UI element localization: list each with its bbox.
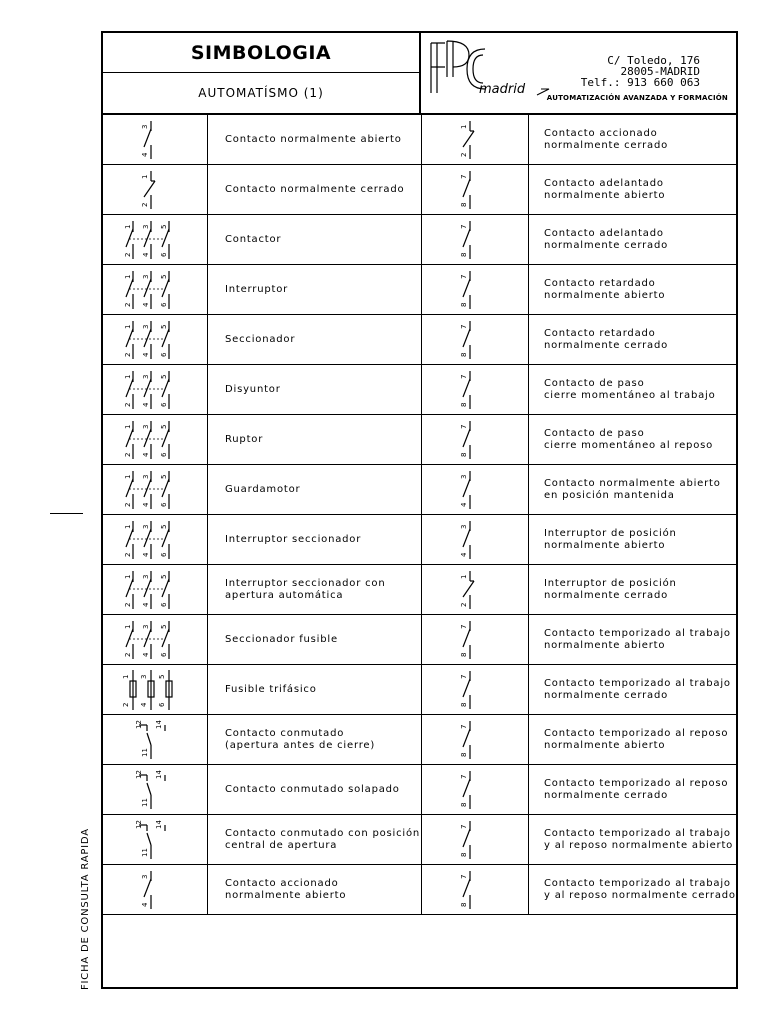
svg-text:3: 3 — [142, 474, 150, 479]
svg-text:2: 2 — [124, 652, 132, 657]
symbol-row — [103, 115, 736, 165]
symbol-label: Interruptor — [225, 283, 289, 295]
svg-text:6: 6 — [160, 252, 168, 257]
symbol-label: Contacto de paso cierre momentáneo al trabajo — [544, 377, 716, 401]
symbol-row — [103, 365, 736, 415]
svg-text:8: 8 — [460, 252, 468, 257]
svg-text:7: 7 — [460, 424, 468, 429]
svg-text:4: 4 — [140, 702, 148, 707]
symbol-label: Contacto temporizado al reposo normalmente cerrado — [544, 777, 729, 801]
symbol-label: Contacto conmutado con posición central de apertura — [225, 827, 421, 851]
svg-text:8: 8 — [460, 702, 468, 707]
svg-text:7: 7 — [460, 774, 468, 779]
timed-rest-no-symbol-icon — [422, 715, 528, 764]
symbol-label: Contacto accionado normalmente abierto — [225, 877, 347, 901]
svg-text:4: 4 — [142, 452, 150, 457]
svg-text:3: 3 — [142, 574, 150, 579]
svg-text:14: 14 — [155, 770, 163, 779]
symbol-label: Contacto de paso cierre momentáneo al reposo — [544, 427, 714, 451]
svg-text:4: 4 — [460, 552, 468, 557]
symbol-label: Contacto adelantado normalmente abierto — [544, 177, 666, 201]
svg-text:1: 1 — [124, 324, 132, 329]
symbol-row — [103, 215, 736, 265]
changeover-symbol-icon — [103, 715, 207, 764]
timed-work-no-symbol-icon — [422, 615, 528, 664]
svg-text:8: 8 — [460, 652, 468, 657]
guardamotor-symbol-icon — [103, 465, 207, 514]
symbol-row — [103, 665, 736, 715]
symbol-label: Guardamotor — [225, 483, 301, 495]
fuse-disconnector-symbol-icon — [103, 615, 207, 664]
symbol-label: Contacto temporizado al trabajo y al reposo normalmente abierto — [544, 827, 734, 851]
interruptor-symbol-icon — [103, 265, 207, 314]
svg-text:1: 1 — [460, 124, 468, 129]
symbol-label: Contacto temporizado al reposo normalmente abierto — [544, 727, 729, 751]
svg-text:1: 1 — [124, 474, 132, 479]
symbol-label: Seccionador — [225, 333, 296, 345]
svg-text:3: 3 — [460, 474, 468, 479]
svg-text:7: 7 — [460, 624, 468, 629]
timed-work-nc-symbol-icon — [422, 665, 528, 714]
svg-text:5: 5 — [160, 574, 168, 579]
symbol-row — [103, 315, 736, 365]
svg-text:4: 4 — [142, 252, 150, 257]
svg-text:5: 5 — [158, 674, 166, 679]
company-logo — [425, 37, 555, 97]
svg-text:3: 3 — [141, 874, 149, 879]
symbol-row — [103, 815, 736, 865]
svg-text:2: 2 — [124, 502, 132, 507]
symbol-row — [103, 265, 736, 315]
svg-text:5: 5 — [160, 424, 168, 429]
svg-text:3: 3 — [142, 224, 150, 229]
pass-work-symbol-icon — [422, 365, 528, 414]
svg-text:1: 1 — [124, 374, 132, 379]
logo-text: madrid — [479, 82, 526, 97]
svg-text:6: 6 — [160, 602, 168, 607]
symbol-label: Contacto adelantado normalmente cerrado — [544, 227, 669, 251]
svg-text:11: 11 — [141, 748, 149, 757]
svg-text:14: 14 — [155, 820, 163, 829]
svg-text:8: 8 — [460, 402, 468, 407]
timed-rest-nc-symbol-icon — [422, 765, 528, 814]
svg-text:14: 14 — [155, 720, 163, 729]
symbol-label: Interruptor de posición normalmente cerrado — [544, 577, 677, 601]
svg-text:8: 8 — [460, 302, 468, 307]
svg-text:5: 5 — [160, 624, 168, 629]
symbol-label: Contacto retardado normalmente cerrado — [544, 327, 669, 351]
svg-text:2: 2 — [124, 402, 132, 407]
symbol-row — [103, 715, 736, 765]
svg-text:8: 8 — [460, 352, 468, 357]
symbol-row — [103, 615, 736, 665]
pass-rest-symbol-icon — [422, 415, 528, 464]
fuse-3ph-symbol-icon — [103, 665, 207, 714]
symbol-row — [103, 465, 736, 515]
svg-text:4: 4 — [142, 502, 150, 507]
maintained-no-symbol-icon — [422, 465, 528, 514]
svg-text:3: 3 — [142, 374, 150, 379]
company-address — [581, 55, 700, 88]
address-street: C/ Toledo, 176 — [607, 54, 700, 67]
disyuntor-symbol-icon — [103, 365, 207, 414]
svg-text:2: 2 — [460, 152, 468, 157]
symbol-label: Interruptor seccionador con apertura automática — [225, 577, 386, 601]
svg-text:7: 7 — [460, 274, 468, 279]
svg-text:1: 1 — [124, 624, 132, 629]
svg-text:8: 8 — [460, 852, 468, 857]
nc-actuated-symbol-icon — [422, 115, 528, 164]
svg-text:2: 2 — [124, 302, 132, 307]
symbol-label: Disyuntor — [225, 383, 281, 395]
svg-text:4: 4 — [460, 502, 468, 507]
svg-text:7: 7 — [460, 174, 468, 179]
company-block — [421, 33, 736, 113]
symbol-label: Contacto normalmente cerrado — [225, 183, 405, 195]
switch-disconnector-auto-symbol-icon — [103, 565, 207, 614]
svg-text:1: 1 — [124, 224, 132, 229]
svg-text:8: 8 — [460, 202, 468, 207]
delayed-no-symbol-icon — [422, 265, 528, 314]
symbol-label: Contacto normalmente abierto — [225, 133, 402, 145]
symbol-label: Fusible trifásico — [225, 683, 317, 695]
svg-text:3: 3 — [142, 524, 150, 529]
svg-text:6: 6 — [160, 652, 168, 657]
svg-text:7: 7 — [460, 324, 468, 329]
seccionador-symbol-icon — [103, 315, 207, 364]
svg-text:1: 1 — [124, 424, 132, 429]
svg-text:2: 2 — [141, 202, 149, 207]
position-no-symbol-icon — [422, 515, 528, 564]
svg-text:5: 5 — [160, 524, 168, 529]
svg-text:2: 2 — [460, 602, 468, 607]
svg-text:5: 5 — [160, 474, 168, 479]
contactor-symbol-icon — [103, 215, 207, 264]
symbol-label: Contacto retardado normalmente abierto — [544, 277, 666, 301]
svg-text:7: 7 — [460, 724, 468, 729]
svg-text:7: 7 — [460, 674, 468, 679]
symbol-label: Contacto temporizado al trabajo normalmente cerrado — [544, 677, 731, 701]
svg-text:3: 3 — [141, 124, 149, 129]
symbol-label: Interruptor seccionador — [225, 533, 362, 545]
svg-text:5: 5 — [160, 374, 168, 379]
svg-text:3: 3 — [140, 674, 148, 679]
symbol-row — [103, 515, 736, 565]
svg-text:8: 8 — [460, 902, 468, 907]
svg-text:8: 8 — [460, 802, 468, 807]
delayed-nc-symbol-icon — [422, 315, 528, 364]
svg-text:6: 6 — [160, 552, 168, 557]
svg-text:2: 2 — [124, 452, 132, 457]
svg-text:7: 7 — [460, 224, 468, 229]
svg-text:5: 5 — [160, 224, 168, 229]
page-title: SIMBOLOGIA — [103, 33, 419, 73]
svg-text:2: 2 — [124, 552, 132, 557]
header-title-block — [103, 33, 421, 113]
svg-text:6: 6 — [160, 352, 168, 357]
svg-text:4: 4 — [142, 302, 150, 307]
symbol-label: Contacto temporizado al trabajo normalmente abierto — [544, 627, 731, 651]
svg-text:6: 6 — [160, 302, 168, 307]
svg-text:4: 4 — [142, 402, 150, 407]
symbol-row — [103, 765, 736, 815]
early-no-symbol-icon — [422, 165, 528, 214]
svg-text:2: 2 — [122, 702, 130, 707]
svg-text:3: 3 — [460, 524, 468, 529]
svg-text:4: 4 — [142, 552, 150, 557]
side-label: FICHA DE CONSULTA RAPIDA — [80, 828, 91, 990]
svg-text:8: 8 — [460, 452, 468, 457]
svg-text:2: 2 — [124, 352, 132, 357]
timed-both-no-symbol-icon — [422, 815, 528, 864]
svg-text:4: 4 — [141, 902, 149, 907]
svg-text:7: 7 — [460, 824, 468, 829]
symbol-label: Contacto accionado normalmente cerrado — [544, 127, 669, 151]
svg-text:4: 4 — [142, 652, 150, 657]
svg-text:1: 1 — [124, 274, 132, 279]
symbol-label: Contactor — [225, 233, 282, 245]
svg-text:3: 3 — [142, 274, 150, 279]
svg-text:6: 6 — [158, 702, 166, 707]
svg-text:3: 3 — [142, 424, 150, 429]
svg-text:12: 12 — [135, 720, 143, 729]
position-nc-symbol-icon — [422, 565, 528, 614]
svg-text:7: 7 — [460, 374, 468, 379]
address-phone: Telf.: 913 660 063 — [580, 76, 700, 89]
switch-disconnector-symbol-icon — [103, 515, 207, 564]
timed-both-nc-symbol-icon — [422, 865, 528, 914]
symbol-label: Contacto normalmente abierto en posición mantenida — [544, 477, 721, 501]
svg-text:5: 5 — [160, 324, 168, 329]
early-nc-symbol-icon — [422, 215, 528, 264]
changeover-center-symbol-icon — [103, 815, 207, 864]
svg-text:6: 6 — [160, 452, 168, 457]
margin-mark — [50, 513, 83, 514]
svg-text:11: 11 — [141, 848, 149, 857]
svg-text:4: 4 — [142, 602, 150, 607]
svg-text:2: 2 — [124, 252, 132, 257]
svg-text:7: 7 — [460, 874, 468, 879]
svg-text:1: 1 — [460, 574, 468, 579]
svg-text:8: 8 — [460, 752, 468, 757]
symbol-label: Ruptor — [225, 433, 264, 445]
symbol-label: Contacto conmutado (apertura antes de cierre) — [225, 727, 376, 751]
svg-text:3: 3 — [142, 324, 150, 329]
svg-text:4: 4 — [141, 152, 149, 157]
no-actuated-symbol-icon — [103, 865, 207, 914]
svg-text:1: 1 — [124, 524, 132, 529]
symbol-label: Contacto temporizado al trabajo y al reposo normalmente cerrado — [544, 877, 736, 901]
symbol-row — [103, 565, 736, 615]
no-contact-symbol-icon — [103, 115, 207, 164]
svg-text:6: 6 — [160, 402, 168, 407]
svg-text:2: 2 — [124, 602, 132, 607]
symbol-label: Seccionador fusible — [225, 633, 338, 645]
svg-text:12: 12 — [135, 820, 143, 829]
svg-text:1: 1 — [124, 574, 132, 579]
symbol-sheet — [101, 31, 738, 989]
symbol-row — [103, 865, 736, 915]
symbol-row — [103, 415, 736, 465]
svg-text:11: 11 — [141, 798, 149, 807]
svg-text:3: 3 — [142, 624, 150, 629]
symbol-label: Interruptor de posición normalmente abierto — [544, 527, 677, 551]
svg-text:12: 12 — [135, 770, 143, 779]
changeover-overlap-symbol-icon — [103, 765, 207, 814]
company-tagline: AUTOMATIZACIÓN AVANZADA Y FORMACIÓN — [546, 94, 728, 102]
svg-text:1: 1 — [122, 674, 130, 679]
symbol-row — [103, 165, 736, 215]
svg-text:1: 1 — [141, 174, 149, 179]
address-city: 28005-MADRID — [620, 65, 700, 78]
symbol-label: Contacto conmutado solapado — [225, 783, 400, 795]
nc-contact-symbol-icon — [103, 165, 207, 214]
svg-text:5: 5 — [160, 274, 168, 279]
page-subtitle: AUTOMATÍSMO (1) — [198, 86, 324, 100]
svg-text:6: 6 — [160, 502, 168, 507]
svg-text:4: 4 — [142, 352, 150, 357]
ruptor-symbol-icon — [103, 415, 207, 464]
